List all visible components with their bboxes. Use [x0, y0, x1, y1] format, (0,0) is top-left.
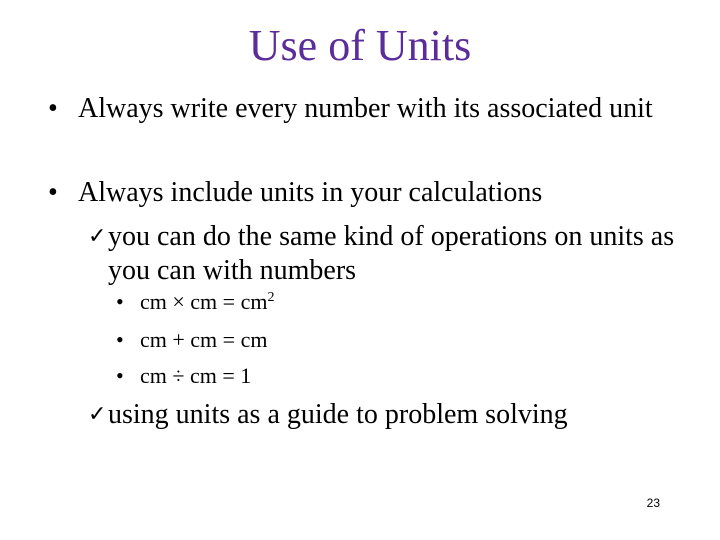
- bullet-marker: •: [48, 93, 58, 124]
- bullet-item: [48, 176, 688, 210]
- superscript: 2: [267, 290, 275, 305]
- sub-bullet-item: [116, 362, 516, 390]
- page-number: 23: [646, 496, 660, 510]
- sub-bullet-item: [116, 288, 516, 316]
- bullet-text: Always write every number with its associated unit: [78, 93, 653, 124]
- sub-bullet-marker: •: [116, 289, 124, 314]
- check-text: you can do the same kind of operations on units as you can with numbers: [108, 221, 675, 286]
- sub-bullet-marker: •: [116, 363, 124, 388]
- check-item: [88, 220, 688, 288]
- bullet-text: Always include units in your calculations: [78, 177, 543, 208]
- equation-text: cm × cm = cm: [140, 289, 268, 314]
- sub-bullet-item: [116, 326, 516, 354]
- checkmark-icon: ✓: [88, 402, 107, 427]
- sub-bullet-text: [140, 288, 516, 316]
- check-item: [88, 398, 688, 432]
- slide-title: Use of Units: [248, 21, 472, 70]
- check-text: using units as a guide to problem solving: [108, 399, 568, 430]
- bullet-item: [48, 92, 688, 126]
- sub-bullet-marker: •: [116, 327, 124, 352]
- sub-bullet-text: cm + cm = cm: [140, 327, 268, 352]
- sub-bullet-text: cm ÷ cm = 1: [140, 363, 252, 388]
- bullet-marker: •: [48, 177, 58, 208]
- checkmark-icon: ✓: [88, 224, 107, 249]
